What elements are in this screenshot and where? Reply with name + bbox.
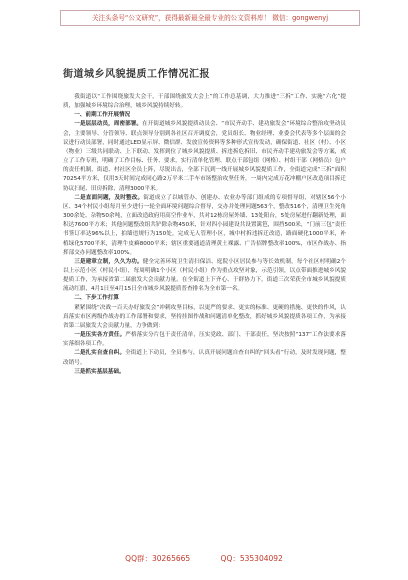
- body-paragraph: 我街道以“工作围绕旅发大会干，干部围绕旅发大会上”的工作总基调，大力推进“三拆”工作、实施“六化”提质，加强城乡环境综合治理，城乡风貌持续好转。: [63, 94, 346, 110]
- qq-group-text: QQ群：30265665: [125, 554, 191, 563]
- section-heading: 二、下步工作打算: [74, 295, 119, 302]
- paragraph-lead: 二是扎实自查自纠。: [74, 350, 126, 357]
- paragraph-lead: 一是压实各方责任。: [74, 332, 126, 339]
- footer-contact: [0, 553, 408, 564]
- paragraph-text: 全街道上下动员，全员参与，认真开展问题自查自纠的“回头看”行动，及时发现问题，整改销号。: [63, 350, 346, 366]
- body-paragraph: [63, 331, 346, 349]
- body-paragraph: [63, 194, 346, 258]
- paragraph-lead: 三是抓实基层基础。: [74, 368, 125, 375]
- paragraph-lead: 三是建章立制，久久为功。: [74, 258, 143, 265]
- promo-banner: 关注头条号“公文研究”，获得最新最全最专业的公文资料库！ 微信：gongwenyj: [60, 10, 360, 26]
- paragraph-lead: 二是直面问题，及时整改。: [74, 194, 144, 201]
- document-body: [63, 93, 346, 377]
- paragraph-text: 健全完善环境卫生清扫保洁、庭院小区居民参与等长效机制，每个社区村明确2个以上示范小区（村民小组），每周明确1个小区（村民小组）作为重点攻坚对象，示范引领，以点带面推进城乡风貌提质工作，为承接省第二届旅发大会贡献力量。在全街道上下齐心、于群协力下，街道三次荣获全市城乡风貌提质流动红旗，4月1日至4月15日全市城乡风貌提质普查排名为全市第一名。: [63, 258, 346, 293]
- body-paragraph: [63, 258, 346, 295]
- document-title: 街道城乡风貌提质工作情况汇报: [63, 69, 210, 80]
- paragraph-text: 街道成立了以城管办、创建办、农业办等部门组成的专项督导组，对辖区56个小区、34个村民小组每月至少进行一轮全面环境问题综合督导，交办并处理问题563个，整改516个，清理卫生死角300余处、杂物50余吨，立面改造政府用高空作业车，共对12栋房屋外墙、13处阳台，5处房屋进行翻新处理，面积达7600平方米；其他问题整改组共铲除杂物450米，针对四小园建设共设置篱笆，围挡500米，“门前三包”责任书签订率达96%以上，拍墙违规行为150处，完成无人管理小区，城中村拆违拆迁改造，路面硬化1000平米，补植绿化5700平米，清理牛皮癣8000平米；辖区重要通道清理黄土裸露、广告招牌整改率100%，市区作战办、指挥部交办问题整改率100%。: [63, 194, 346, 256]
- body-paragraph: [63, 368, 346, 377]
- qq-text: QQ：535304092: [220, 554, 283, 563]
- paragraph-text: 在开街道城乡风貌提质动员会、“市民齐动手、建功旅发会”环境综合整治攻坚动员会，主要领导、分管领导、联点领导分别到各社区召开调度会，党员组长、物业经理、业委会代表等多个层面的会议进行动员部署，同时通过LED显示屏、微信群、发放宣传资料等多种形式宣传发动，确保街道、社区（村）、小区（物业）三级共同联动、上下联动、发挥到位了城乡风貌提质、拆违拆危拆旧、市民齐动手建功旅发会等方案，成立了工作专班，明确了工作目标、任务、要求，实行清单化管理、联点干部包组（网格）、村组干部（网格员）包户的责任机制，街道、村社区全员上阵，尽锐出击，全部下沉到一线开展城乡风貌提质工作，全街道完成“三拆”面积70254平方米，仅用3天时间完成同心路2万平米二手车市场整治攻坚任务，一周内完成万花冲棚户区改造项目拆迁协议扫尾、旧房拆除、清理3000平米。: [63, 121, 346, 192]
- paragraph-text: 严格落实分片包干责任清单，压实党政、部门、干部责任，坚决按照“137”工作法要求落实落细各项工作。: [63, 332, 346, 348]
- body-paragraph: [63, 349, 346, 367]
- body-paragraph: [63, 120, 346, 193]
- body-paragraph: 紧紧围绕“决战一百天办好旅发会”冲刺攻坚目标，以更严的要求、更实的标准、更硬的措施、更快的作风，认真落实市区两级作战办的工作部署和要求，坚持挂图作战和问题清单化整改，抓好城乡风貌提质各项工作，为承接省第二届旅发大会贡献力量，力争做到：: [63, 304, 346, 329]
- paragraph-lead: 一是层层动员，周密部署。: [74, 121, 143, 128]
- section-heading: 一、前期工作开展情况: [74, 112, 131, 119]
